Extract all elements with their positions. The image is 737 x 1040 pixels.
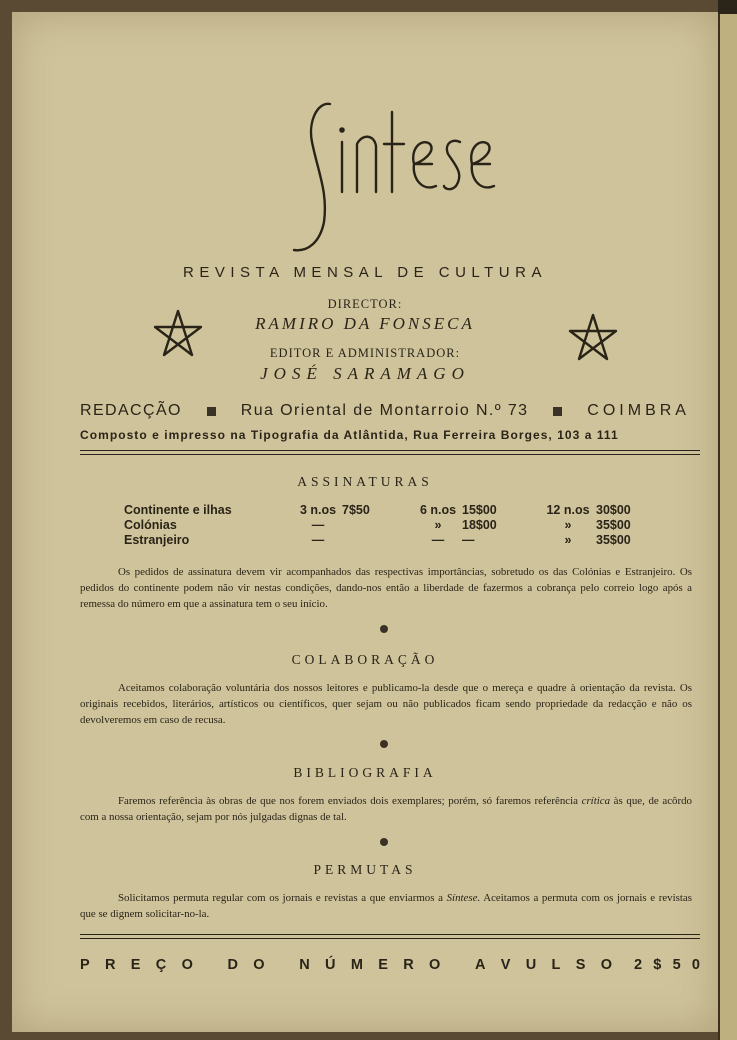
table-cell: Colónias bbox=[124, 517, 177, 532]
address-line bbox=[80, 402, 690, 420]
section-heading-permutas: PERMUTAS bbox=[313, 862, 417, 877]
table-cell bbox=[342, 517, 414, 532]
table-cell: 12 n.os bbox=[546, 502, 590, 517]
permutas-paragraph bbox=[80, 890, 692, 922]
colaboracao-paragraph bbox=[80, 680, 692, 728]
section-heading-bibliografia: BIBLIOGRAFIA bbox=[293, 765, 437, 780]
divider bbox=[80, 454, 700, 455]
table-row bbox=[124, 532, 646, 547]
table-cell: 35$00 bbox=[596, 517, 631, 532]
section-heading-assinaturas: ASSINATURAS bbox=[297, 474, 433, 489]
table-cell: 35$00 bbox=[596, 532, 631, 547]
bullet-dot-icon bbox=[380, 838, 388, 846]
separator-square-icon bbox=[553, 407, 562, 416]
table-cell: Estranjeiro bbox=[124, 532, 190, 547]
table-cell: Continente e ilhas bbox=[124, 502, 232, 517]
masthead-subtitle: REVISTA MENSAL DE CULTURA bbox=[183, 264, 547, 281]
divider bbox=[80, 938, 700, 939]
editor-label: EDITOR E ADMINISTRADOR: bbox=[269, 346, 461, 360]
table-cell: » bbox=[564, 517, 572, 532]
masthead-logo bbox=[12, 82, 718, 272]
price-value: 2 $ 5 0 bbox=[634, 957, 700, 973]
bullet-dot-icon bbox=[380, 625, 388, 633]
table-cell: 7$50 bbox=[342, 502, 370, 517]
redaccao-label: REDACÇÃO bbox=[80, 402, 182, 419]
city: COIMBRA bbox=[587, 402, 690, 419]
assinaturas-text: Os pedidos de assinatura devem vir acompanhados das respectivas importâncias, sobretudo os das Colónias e Estranjeiro. Os pedidos do continente podem não vir nestas condições, dando-nos então a liberdade de fazermos a cobrança pelo correio logo após a remessa do número em que a assinatura tem o seu início. bbox=[80, 566, 692, 610]
divider bbox=[80, 934, 700, 935]
table-cell: — bbox=[311, 532, 325, 547]
table-cell: — bbox=[462, 532, 475, 547]
price-label: P R E Ç O D O N Ú M E R O A V U L S O bbox=[80, 957, 612, 973]
table-cell bbox=[342, 532, 414, 547]
table-cell: 18$00 bbox=[462, 517, 497, 532]
table-row bbox=[124, 517, 646, 532]
director-label: DIRECTOR: bbox=[327, 297, 403, 311]
director-name: RAMIRO DA FONSECA bbox=[255, 314, 475, 333]
editor-name: JOSÉ SARAMAGO bbox=[260, 364, 470, 383]
binding-shadow bbox=[718, 0, 737, 14]
table-row bbox=[124, 502, 646, 517]
table-cell: — bbox=[431, 532, 445, 547]
street-address: Rua Oriental de Montarroio N.º 73 bbox=[240, 402, 529, 419]
table-cell: — bbox=[311, 517, 325, 532]
magazine-page bbox=[12, 12, 718, 1032]
separator-square-icon bbox=[207, 407, 216, 416]
printer-line: Composto e impresso na Tipografia da Atlântida, Rua Ferreira Borges, 103 a 111 bbox=[80, 428, 619, 442]
table-cell: 3 n.os bbox=[299, 502, 337, 517]
assinaturas-paragraph bbox=[80, 564, 692, 612]
table-cell: 6 n.os bbox=[419, 502, 457, 517]
table-cell: 15$00 bbox=[462, 502, 497, 517]
section-heading-colaboracao: COLABORAÇÃO bbox=[291, 652, 439, 667]
pentagram-left-icon bbox=[152, 308, 204, 360]
pentagram-right-icon bbox=[567, 312, 619, 364]
table-cell: 30$00 bbox=[596, 502, 631, 517]
table-cell: » bbox=[434, 517, 442, 532]
table-cell: » bbox=[564, 532, 572, 547]
price-line bbox=[80, 957, 700, 973]
bibliografia-text: Faremos referência às obras de que nos forem enviados dois exemplares; porém, só faremos referência crítica às que, de acôrdo com a nossa orientação, sejam por nós julgadas dignas de tal. bbox=[80, 795, 693, 823]
next-page-edge bbox=[718, 0, 737, 1040]
permutas-text: Solicitamos permuta regular com os jornais e revistas a que enviarmos a Síntese. Aceitamos a permuta com os jornais e revistas que se dignem solicitar-no-la. bbox=[80, 892, 692, 920]
divider bbox=[80, 450, 700, 451]
bibliografia-paragraph bbox=[80, 793, 692, 825]
bullet-dot-icon bbox=[380, 740, 388, 748]
subscription-table bbox=[124, 502, 646, 547]
colaboracao-text: Aceitamos colaboração voluntária dos nossos leitores e publicamo-la desde que o mereça e quadre à orientação da revista. Os originais recebidos, literários, artísticos ou científicos, quer sejam ou não publicados ficam sendo propriedade da redacção e não os devolveremos em caso de recusa. bbox=[80, 682, 692, 726]
